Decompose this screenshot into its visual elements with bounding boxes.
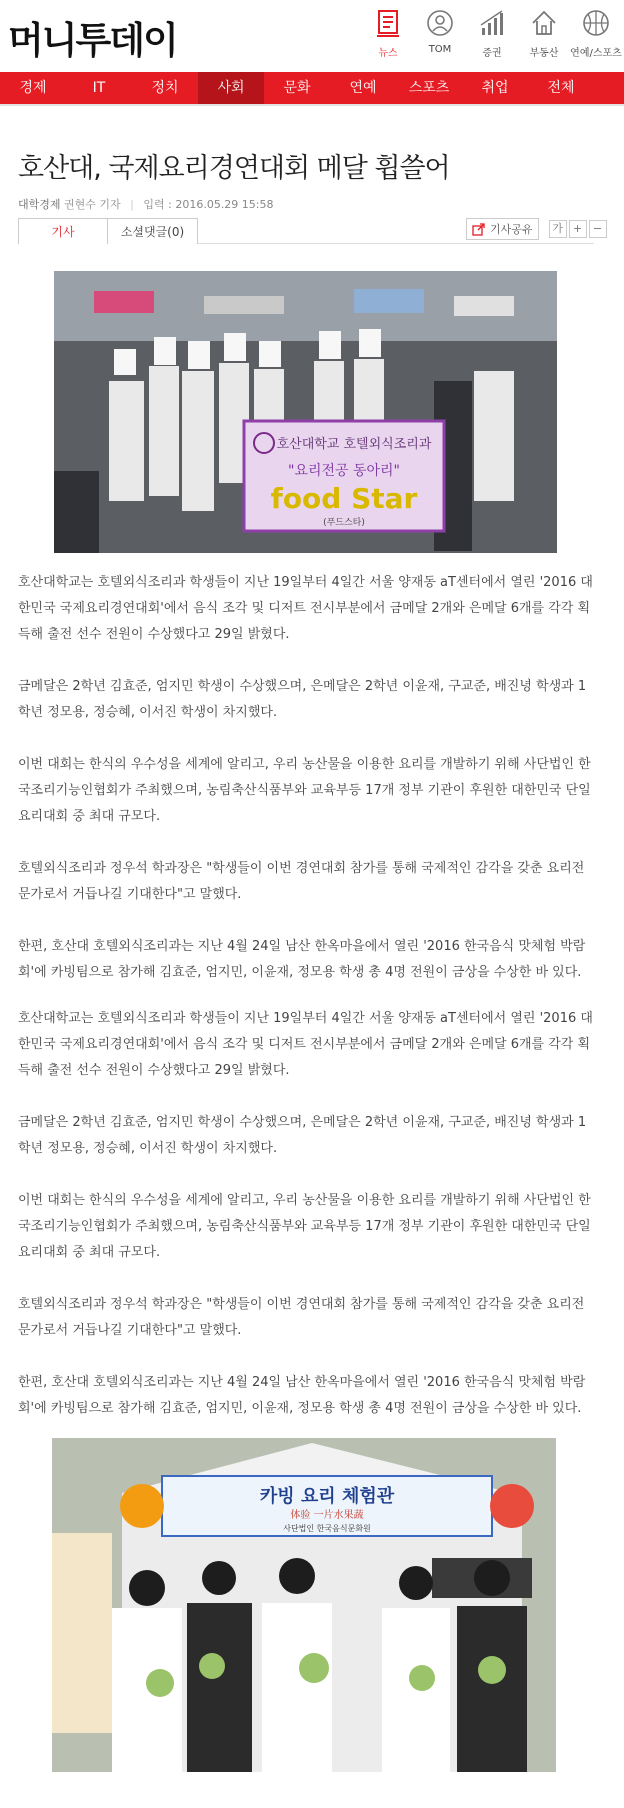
paragraph: 호텔외식조리과 정우석 학과장은 "학생들이 이번 경연대회 참가를 통해 국제적인 감각을 갖춘 요리전문가로서 거듭나길 기대한다"고 말했다. bbox=[18, 861, 585, 902]
paragraph: 이번 대회는 한식의 우수성을 세계에 알리고, 우리 농산물을 이용한 요리를 개발하기 위해 사단법인 한국조리기능인협회가 주최했으며, 농림축산식품부와 교육부등 17개 정부 기관이 후원한 대한민국 단일요리대회 중 최대 규모다. bbox=[18, 757, 591, 824]
paragraph: 호산대학교는 호텔외식조리과 학생들이 지난 19일부터 4일간 서울 양재동 aT센터에서 열린 '2016 대한민국 국제요리경연대회'에서 음식 조각 및 디저트 전시부분에서 금메달 2개와 은메달 6개를 각각 획득해 출전 선수 전원이 수상했다고 29일 밝혔다. bbox=[18, 575, 593, 642]
article-body-2 bbox=[18, 1006, 594, 1422]
font-decrease-button[interactable]: − bbox=[589, 220, 607, 238]
byline-date: 입력 : 2016.05.29 15:58 bbox=[143, 198, 274, 211]
service-sports[interactable]: 연예/스포츠 bbox=[570, 8, 622, 68]
nav-entertainment[interactable]: 연예 bbox=[349, 80, 377, 96]
service-stock[interactable]: 증권 bbox=[466, 8, 518, 68]
paragraph: 호텔외식조리과 정우석 학과장은 "학생들이 이번 경연대회 참가를 통해 국제적인 감각을 갖춘 요리전문가로서 거듭나길 기대한다"고 말했다. bbox=[18, 1297, 585, 1338]
share-button[interactable] bbox=[466, 218, 539, 240]
paragraph: 호산대학교는 호텔외식조리과 학생들이 지난 19일부터 4일간 서울 양재동 aT센터에서 열린 '2016 대한민국 국제요리경연대회'에서 음식 조각 및 디저트 전시부분에서 금메달 2개와 은메달 6개를 각각 획득해 출전 선수 전원이 수상했다고 29일 밝혔다. bbox=[18, 1011, 593, 1078]
article-tools bbox=[466, 218, 607, 240]
ball-icon bbox=[581, 8, 611, 38]
nav-jobs[interactable]: 취업 bbox=[481, 80, 509, 96]
paragraph: 한편, 호산대 호텔외식조리과는 지난 4월 24일 남산 한옥마을에서 열린 '2016 한국음식 맛체험 박람회'에 카빙팀으로 참가해 김효준, 엄지민, 이윤재, 정모용 학생 총 4명 전원이 금상을 수상한 바 있다. bbox=[18, 1375, 586, 1416]
photo1-illustration bbox=[54, 271, 557, 553]
news-icon bbox=[373, 8, 403, 38]
article-tabs bbox=[18, 218, 198, 244]
article-photo-2 bbox=[52, 1438, 556, 1772]
byline-reporter[interactable]: 권현수 기자 bbox=[64, 198, 121, 211]
top-bar bbox=[0, 0, 624, 72]
byline-separator: | bbox=[130, 198, 134, 211]
house-icon bbox=[529, 8, 559, 38]
font-size-label[interactable]: 가 bbox=[549, 220, 567, 238]
photo1-banner-line2: "요리전공 동아리" bbox=[288, 463, 400, 479]
photo2-banner-line2: 体验 一片水果蔬 bbox=[290, 1510, 364, 1521]
nav-sports[interactable]: 스포츠 bbox=[408, 80, 450, 96]
paragraph: 이번 대회는 한식의 우수성을 세계에 알리고, 우리 농산물을 이용한 요리를 개발하기 위해 사단법인 한국조리기능인협회가 주최했으며, 농림축산식품부와 교육부등 17개 정부 기관이 후원한 대한민국 단일요리대회 중 최대 규모다. bbox=[18, 1193, 591, 1260]
article-body-1 bbox=[18, 570, 594, 986]
nav-it[interactable]: IT bbox=[92, 80, 106, 96]
share-label: 기사공유 bbox=[490, 223, 533, 236]
photo1-banner-line3: food Star bbox=[270, 482, 418, 515]
main-nav bbox=[0, 72, 624, 104]
font-increase-button[interactable]: + bbox=[569, 220, 587, 238]
tab-social-comments[interactable]: 소셜댓글(0) bbox=[108, 218, 198, 244]
paragraph: 금메달은 2학년 김효준, 엄지민 학생이 수상했으며, 은메달은 2학년 이윤재, 구교준, 배진녕 학생과 1학년 정모용, 정승혜, 이서진 학생이 차지했다. bbox=[18, 1115, 587, 1156]
service-tom[interactable]: TOM bbox=[414, 8, 466, 68]
nav-economy[interactable]: 경제 bbox=[19, 80, 47, 96]
photo1-banner-line1: 호산대학교 호텔외식조리과 bbox=[276, 437, 432, 452]
photo2-banner-line1: 카빙 요리 체험관 bbox=[259, 1486, 395, 1507]
tabs-divider bbox=[198, 243, 594, 244]
article-title: 호산대, 국제요리경연대회 메달 휩쓸어 bbox=[18, 153, 450, 184]
photo2-illustration bbox=[52, 1438, 556, 1772]
tom-icon bbox=[425, 8, 455, 38]
nav-divider bbox=[0, 104, 624, 106]
tab-article[interactable]: 기사 bbox=[18, 218, 108, 244]
byline-section[interactable]: 대학경제 bbox=[18, 198, 61, 211]
nav-politics[interactable]: 정치 bbox=[151, 80, 179, 96]
site-logo[interactable]: 머니투데이 bbox=[8, 19, 177, 62]
nav-society[interactable]: 사회 bbox=[198, 72, 264, 104]
service-icons bbox=[362, 8, 622, 68]
share-icon bbox=[472, 222, 486, 236]
byline bbox=[18, 196, 274, 212]
photo1-banner-line4: (푸드스타) bbox=[323, 518, 365, 528]
service-news[interactable]: 뉴스 bbox=[362, 8, 414, 68]
nav-all[interactable]: 전체 bbox=[547, 80, 575, 96]
stock-chart-icon bbox=[477, 8, 507, 38]
nav-culture[interactable]: 문화 bbox=[283, 80, 311, 96]
article-photo-1 bbox=[54, 271, 557, 553]
service-realestate[interactable]: 부동산 bbox=[518, 8, 570, 68]
paragraph: 금메달은 2학년 김효준, 엄지민 학생이 수상했으며, 은메달은 2학년 이윤재, 구교준, 배진녕 학생과 1학년 정모용, 정승혜, 이서진 학생이 차지했다. bbox=[18, 679, 587, 720]
photo2-banner-line3: 사단법인 한국음식문화원 bbox=[283, 1524, 371, 1533]
paragraph: 한편, 호산대 호텔외식조리과는 지난 4월 24일 남산 한옥마을에서 열린 '2016 한국음식 맛체험 박람회'에 카빙팀으로 참가해 김효준, 엄지민, 이윤재, 정모용 학생 총 4명 전원이 금상을 수상한 바 있다. bbox=[18, 939, 586, 980]
